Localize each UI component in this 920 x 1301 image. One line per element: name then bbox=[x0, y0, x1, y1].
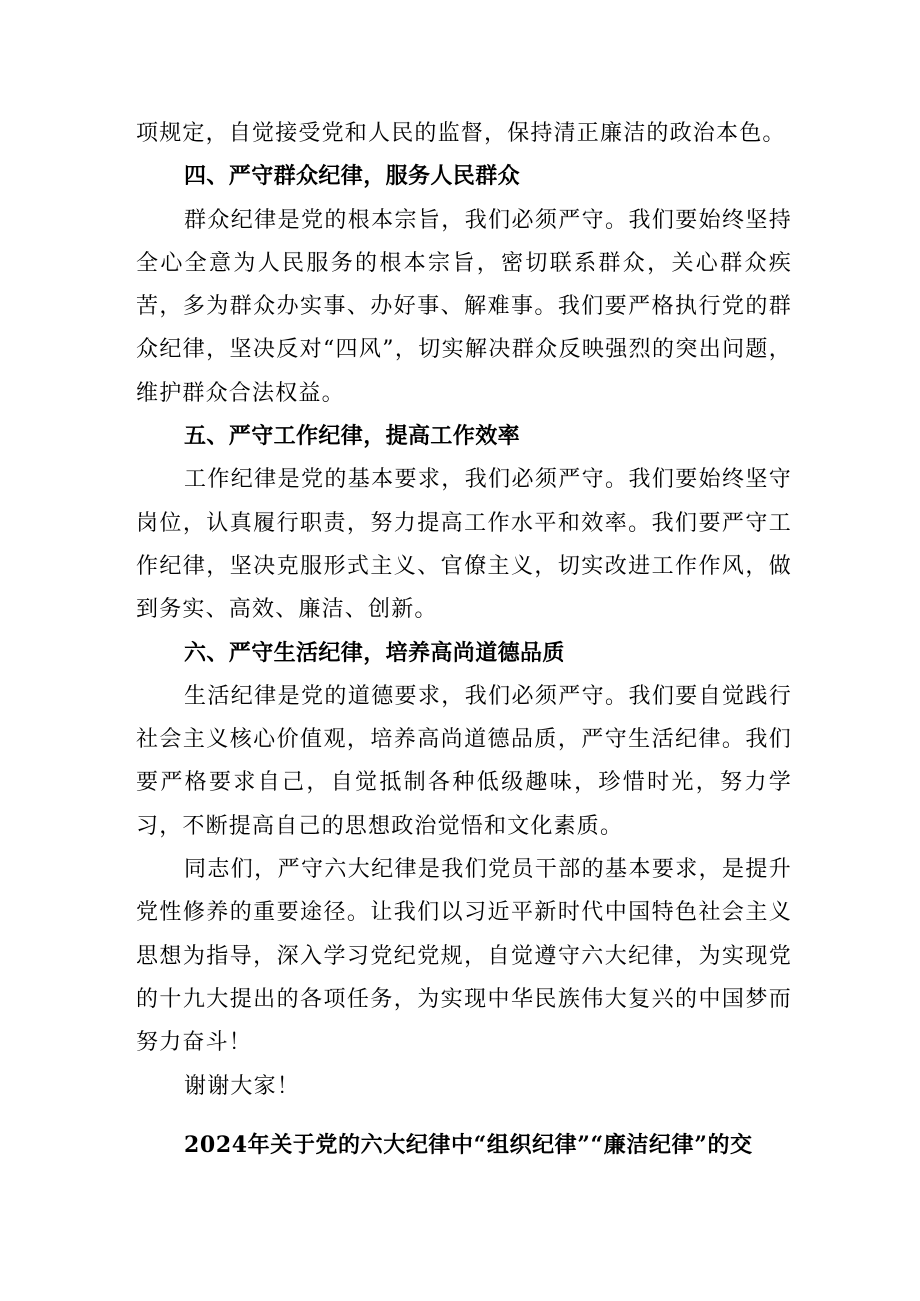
continuation-paragraph: 项规定，自觉接受党和人民的监督，保持清正廉洁的政治本色。 bbox=[136, 121, 786, 146]
section-heading-life-discipline: 六、严守生活纪律，培养高尚道德品质 bbox=[184, 640, 565, 666]
next-article-title: 2024年关于党的六大纪律中“组织纪律”“廉洁纪律”的交 bbox=[184, 1131, 753, 1158]
section-heading-mass-discipline: 四、严守群众纪律，服务人民群众 bbox=[184, 164, 521, 190]
section-heading-work-discipline: 五、严守工作纪律，提高工作效率 bbox=[184, 424, 521, 450]
section-body-work-discipline: 工作纪律是党的基本要求，我们必须严守。我们要始终坚守岗位，认真履行职责，努力提高工作水平和效率。我们要严守工作纪律，坚决克服形式主义、官僚主义，切实改进工作作风，做到务实、高效、廉洁、创新。 bbox=[136, 467, 792, 623]
thanks-line: 谢谢大家！ bbox=[184, 1073, 301, 1099]
section-body-life-discipline: 生活纪律是党的道德要求，我们必须严守。我们要自觉践行社会主义核心价值观，培养高尚道德品质，严守生活纪律。我们要严格要求自己，自觉抵制各种低级趣味，珍惜时光，努力学习，不断提高自己的思想政治觉悟和文化素质。 bbox=[136, 683, 792, 839]
conclusion-paragraph: 同志们，严守六大纪律是我们党员干部的基本要求，是提升党性修养的重要途径。让我们以习近平新时代中国特色社会主义思想为指导，深入学习党纪党规，自觉遵守六大纪律，为实现党的十九大提出的各项任务，为实现中华民族伟大复兴的中国梦而努力奋斗！ bbox=[136, 857, 792, 1056]
section-body-mass-discipline: 群众纪律是党的根本宗旨，我们必须严守。我们要始终坚持全心全意为人民服务的根本宗旨，密切联系群众，关心群众疾苦，多为群众办实事、办好事、解难事。我们要严格执行党的群众纪律，坚决反对“四风”，切实解决群众反映强烈的突出问题，维护群众合法权益。 bbox=[136, 207, 792, 406]
